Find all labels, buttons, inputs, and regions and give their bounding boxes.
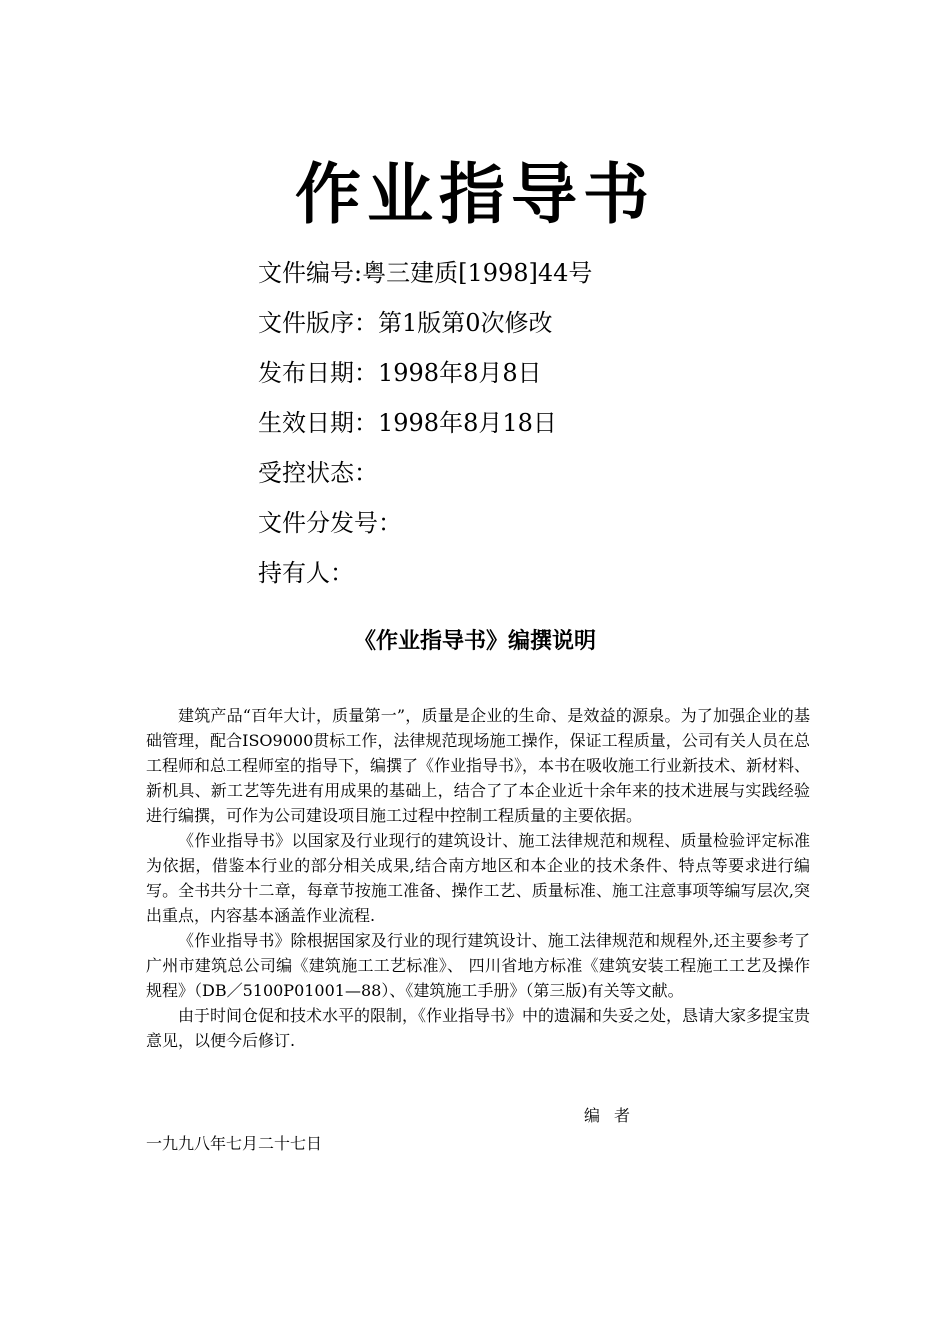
effective-date: 生效日期：1998年8月18日: [258, 409, 557, 437]
release-date: 发布日期：1998年8月8日: [258, 359, 542, 387]
author-signature: 编者: [584, 1106, 645, 1125]
section-title: 《作业指导书》编撰说明: [353, 629, 596, 654]
holder: 持有人：: [258, 559, 354, 587]
compilation-notes: [146, 703, 810, 1053]
paragraph: 《作业指导书》除根据国家及行业的现行建筑设计、施工法律规范和规程外,还主要参考了广州市建筑总公司编《建筑施工工艺标准》、 四川省地方标准《建筑安装工程施工工艺及操作规程》（DB／5100P01001—88）、《建筑施工手册》（第三版)有关等文献。: [146, 931, 810, 1000]
paragraph: 《作业指导书》以国家及行业现行的建筑设计、施工法律规范和规程、质量检验评定标准为依据，借鉴本行业的部分相关成果,结合南方地区和本企业的技术条件、特点等要求进行编写。全书共分十二章，每章节按施工准备、操作工艺、质量标准、施工注意事项等编写层次,突出重点，内容基本涵盖作业流程.: [146, 831, 810, 925]
file-number: 文件编号:粤三建质[1998]44号: [258, 259, 593, 287]
paragraph: 建筑产品“百年大计，质量第一”，质量是企业的生命、是效益的源泉。为了加强企业的基础管理，配合ISO9000贯标工作，法律规范现场施工操作，保证工程质量，公司有关人员在总工程师和总工程师室的指导下，编撰了《作业指导书》，本书在吸收施工行业新技术、新材料、新机具、新工艺等先进有用成果的基础上，结合了了本企业近十余年来的技术进展与实践经验进行编撰，可作为公司建设项目施工过程中控制工程质量的主要依据。: [146, 706, 811, 825]
edition: 文件版序：第1版第0次修改: [258, 309, 553, 337]
document-meta: [258, 248, 592, 598]
paragraph: 由于时间仓促和技术水平的限制，《作业指导书》中的遗漏和失妥之处，恳请大家多提宝贵意见，以便今后修订.: [146, 1006, 811, 1050]
compilation-date: 一九九八年七月二十七日: [146, 1134, 323, 1153]
document-title: 作业指导书: [295, 156, 655, 233]
distribution-number: 文件分发号：: [258, 509, 402, 537]
control-status: 受控状态：: [258, 459, 378, 487]
